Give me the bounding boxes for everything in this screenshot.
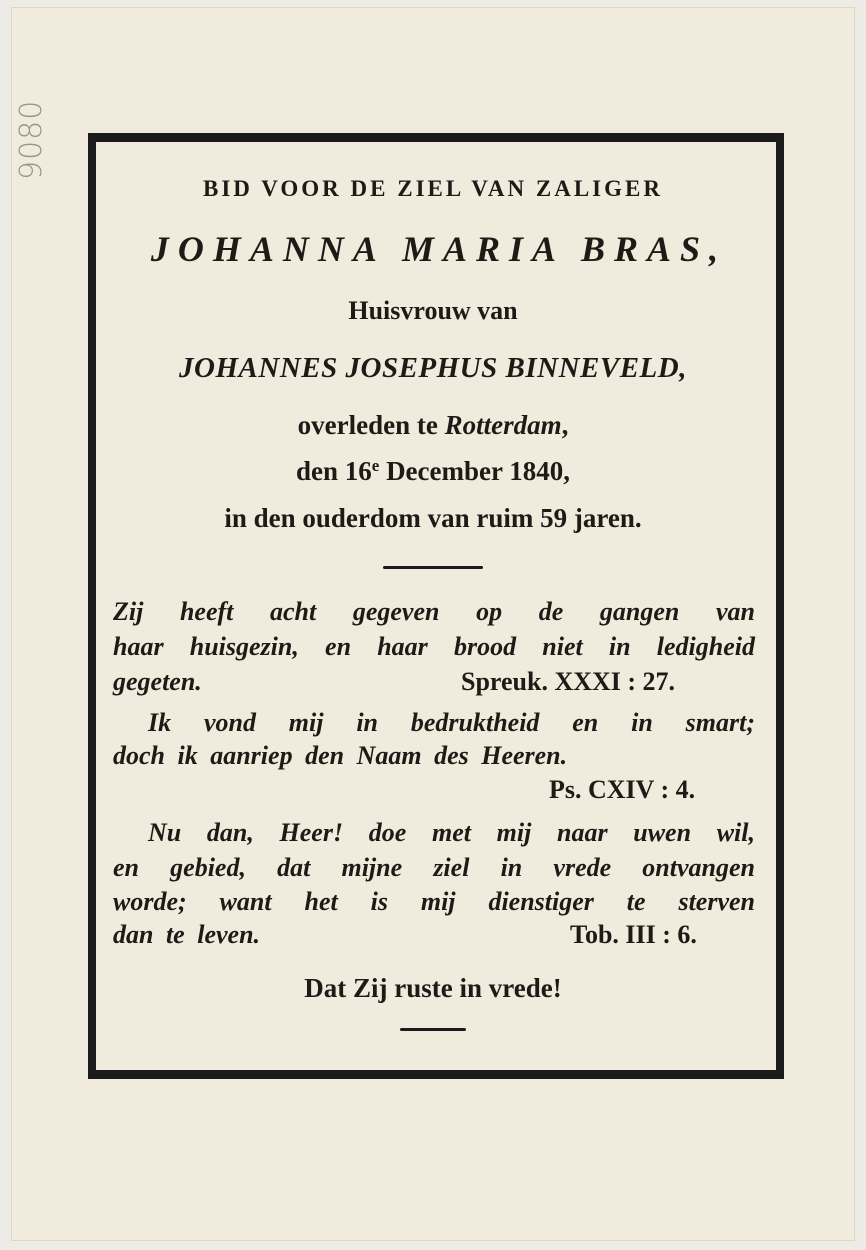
verse-2-reference: Ps. CXIV : 4.: [549, 775, 696, 804]
death-date-line: [90, 456, 776, 487]
date-superscript: e: [371, 456, 380, 475]
age-line: in den ouderdom van ruim 59 jaren.: [224, 503, 642, 533]
died-suffix: ,: [561, 410, 569, 440]
date-prefix: den 16: [295, 456, 372, 486]
verse-1-reference: Spreuk. XXXI : 27.: [461, 667, 676, 696]
verse-2-line-1: Ik vond mij in bedruktheid en in smart;: [148, 708, 755, 737]
verse-1-line-1: Zij heeft acht gegeven op de gangen van: [113, 597, 755, 626]
date-suffix: December 1840,: [386, 456, 570, 486]
spouse-name: JOHANNES JOSEPHUS BINNEVELD,: [179, 352, 687, 384]
verse-1-line-3: gegeten.: [113, 667, 202, 696]
pencil-inventory-number: 9080: [14, 99, 49, 180]
died-prefix: overleden te: [297, 410, 438, 440]
verse-3-line-1: Nu dan, Heer! doe met mij naar uwen wil,: [148, 818, 755, 847]
verse-3-line-4: dan te leven.: [113, 920, 261, 949]
deceased-name: JOHANNA MARIA BRAS,: [150, 229, 728, 269]
prayer-heading: BID VOOR DE ZIEL VAN ZALIGER: [203, 176, 663, 201]
died-place: Rotterdam: [444, 410, 562, 440]
closing-blessing: Dat Zij ruste in vrede!: [304, 973, 562, 1003]
divider-bottom: [400, 1028, 466, 1031]
relation-line: Huisvrouw van: [348, 296, 518, 325]
verse-1-line-2: haar huisgezin, en haar brood niet in ledigheid: [113, 632, 755, 661]
verse-3-line-3: worde; want het is mij dienstiger te sterven: [113, 887, 755, 916]
verse-3-reference: Tob. III : 6.: [570, 920, 697, 949]
verse-3-line-2: en gebied, dat mijne ziel in vrede ontvangen: [113, 853, 755, 882]
verse-2-line-2: doch ik aanriep den Naam des Heeren.: [113, 741, 568, 770]
divider-top: [383, 566, 483, 569]
death-place-line: [90, 410, 776, 441]
